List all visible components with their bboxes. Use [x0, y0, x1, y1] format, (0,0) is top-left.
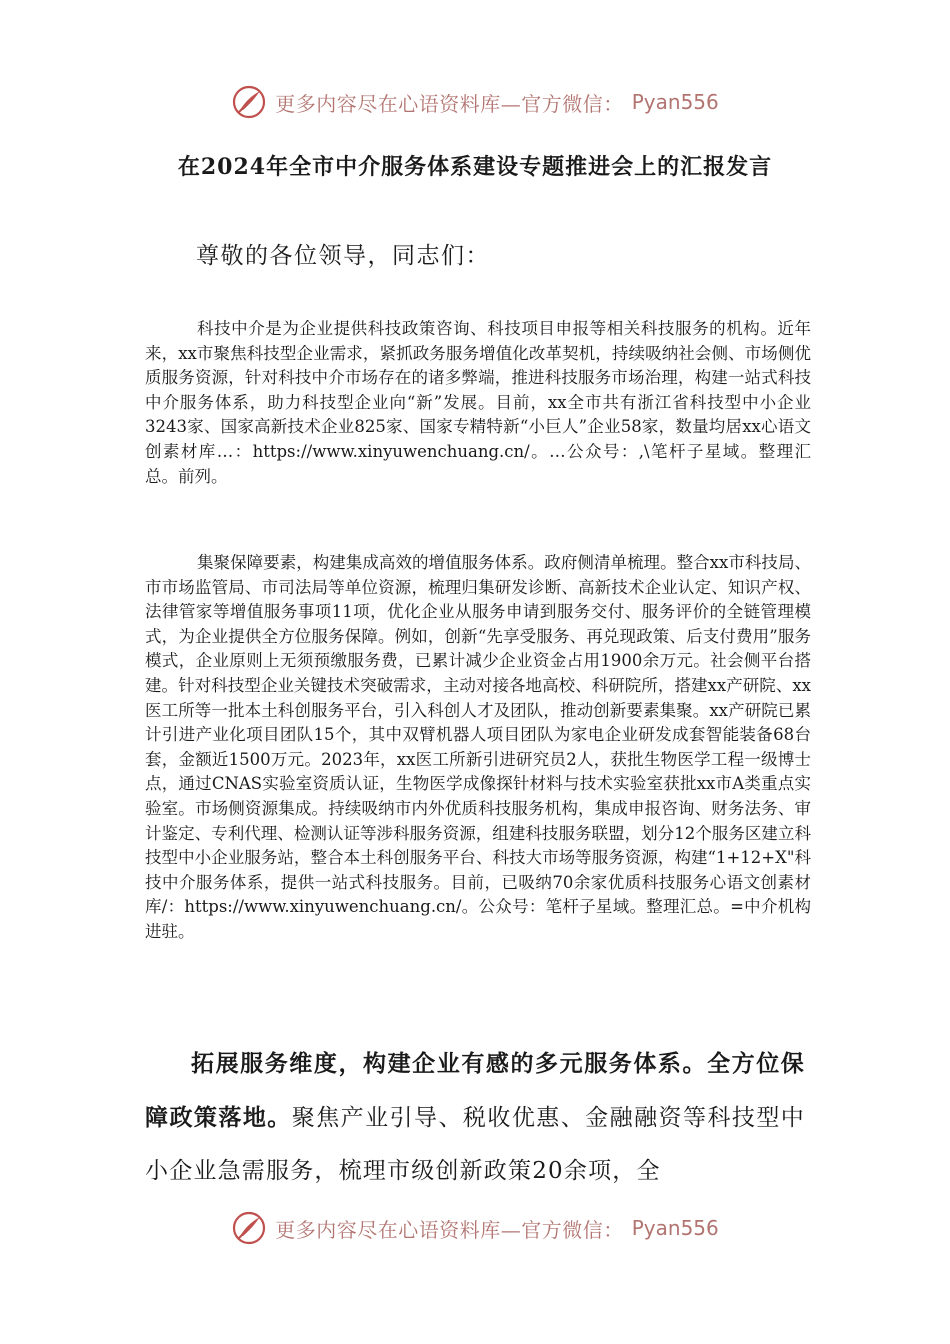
quill-logo-icon — [231, 1210, 267, 1246]
banner-text: 更多内容尽在心语资料库—官方微信： — [275, 91, 624, 116]
footer-banner — [0, 1206, 950, 1250]
header-banner — [0, 80, 950, 124]
paragraph-heading-bold: 拓展服务维度，构建企业有感的多元服务体系。全方位保障政策落地。 — [145, 1050, 805, 1131]
paragraph-intro: 科技中介是为企业提供科技政策咨询、科技项目申报等相关科技服务的机构。近年来，xx市聚焦科技型企业需求，紧抓政务服务增值化改革契机，持续吸纳社会侧、市场侧优质服务资源，针对科技中介市场存在的诸多弊端，推进科技服务市场治理，构建一站式科技中介服务体系，助力科技型企业向“新”发展。目前，xx全市共有浙江省科技型中小企业3243家、国家高新技术企业825家、国家专精特新“小巨人”企业58家，数量均居xx心语文创素材库…：https://www.xinyuwenchuang.cn/。…公众号：,\笔杆子星域。整理汇总。前列。 — [145, 319, 811, 486]
greeting: 尊敬的各位领导，同志们： — [196, 243, 490, 269]
document-title: 在2024年全市中介服务体系建设专题推进会上的汇报发言 — [177, 154, 773, 180]
banner-text: 更多内容尽在心语资料库—官方微信： — [275, 1217, 624, 1242]
paragraph-expand-service — [145, 1037, 805, 1198]
banner-wechat-id: Pyan556 — [631, 90, 719, 114]
paragraph-body: 聚焦产业引导、税收优惠、金融融资等科技型中小企业急需服务，梳理市级创新政策20余项，全 — [145, 1105, 806, 1184]
paragraph-service-system: 集聚保障要素，构建集成高效的增值服务体系。政府侧清单梳理。整合xx市科技局、市市场监管局、市司法局等单位资源，梳理归集研发诊断、高新技术企业认定、知识产权、法律管家等增值服务事项11项，优化企业从服务申请到服务交付、服务评价的全链管理模式，为企业提供全方位服务保障。例如，创新“先享受服务、再兑现政策、后支付费用”服务模式，企业原则上无须预缴服务费，已累计减少企业资金占用1900余万元。社会侧平台搭建。针对科技型企业关键技术突破需求，主动对接各地高校、科研院所，搭建xx产研院、xx医工所等一批本土科创服务平台，引入科创人才及团队，推动创新要素集聚。xx产研院已累计引进产业化项目团队15个，其中双臂机器人项目团队为家电企业研发成套智能装备68台套，金额近1500万元。2023年，xx医工所新引进研究员2人，获批生物医学工程一级博士点，通过CNAS实验室资质认证，生物医学成像探针材料与技术实验室获批xx市A类重点实验室。市场侧资源集成。持续吸纳市内外优质科技服务机构，集成申报咨询、财务法务、审计鉴定、专利代理、检测认证等涉科服务资源，组建科技服务联盟，划分12个服务区建立科技型中小企业服务站，整合本土科创服务平台、科技大市场等服务资源，构建“1+12+X"科技中介服务体系，提供一站式科技服务。目前，已吸纳70余家优质科技服务心语文创素材库/：https://www.xinyuwenchuang.cn/。公众号：笔杆子星域。整理汇总。=中介机构进驻。 — [145, 553, 811, 941]
banner-wechat-id: Pyan556 — [631, 1216, 719, 1240]
quill-logo-icon — [231, 84, 267, 120]
